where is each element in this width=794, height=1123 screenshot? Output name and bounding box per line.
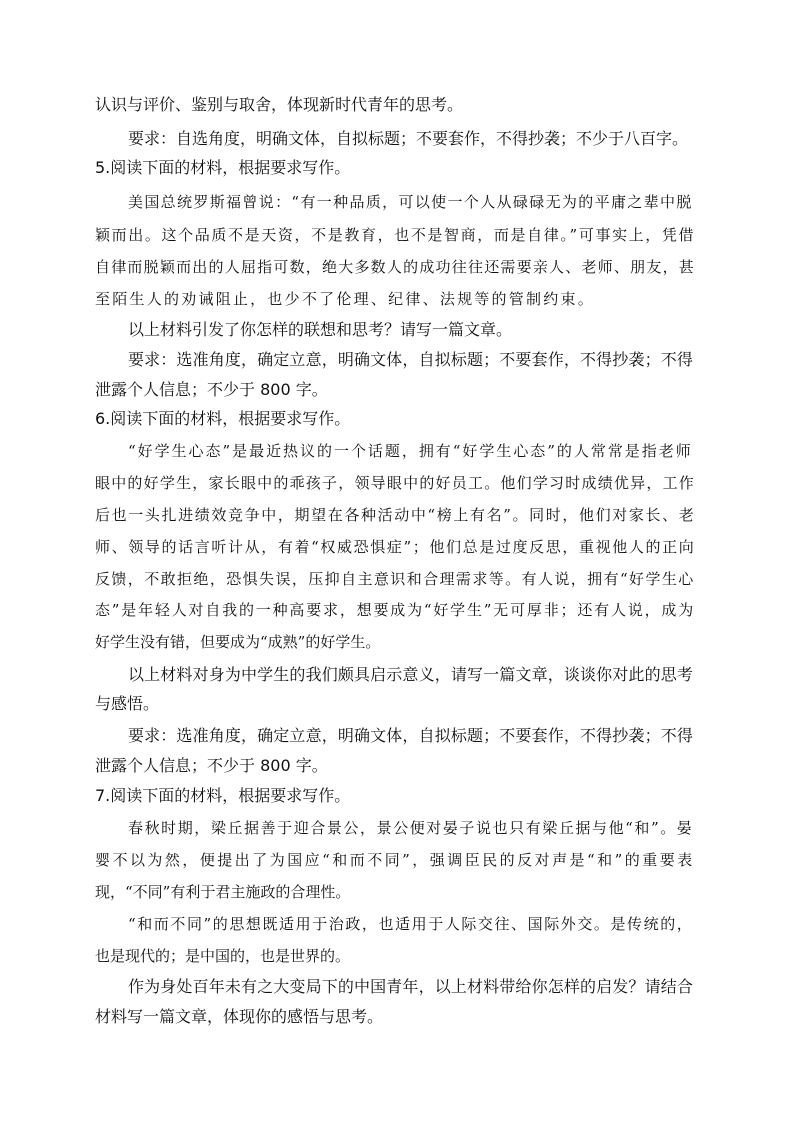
material-line: 自律而脱颖而出的人屈指可数，绝大多数人的成功往往还需要亲人、老师、朋友，甚 — [95, 258, 696, 276]
material-line: 至陌生人的劝诫阻止，也少不了伦理、纪律、法规等的管制约束。 — [95, 290, 596, 308]
material-line: 美国总统罗斯福曾说：“有一种品质，可以使一个人从碌碌无为的平庸之辈中脱 — [128, 193, 693, 211]
material-line: 现，“不同”有利于君主施政的合理性。 — [95, 883, 351, 901]
material-line: 反馈，不敢拒绝，恐惧失误，压抑自主意识和合理需求等。有人说，拥有“好学生心 — [95, 570, 695, 588]
material-line: 也是现代的；是中国的，也是世界的。 — [95, 947, 351, 965]
material-line: 春秋时期，梁丘据善于迎合景公，景公便对晏子说也只有梁丘据与他“和”。晏 — [128, 819, 694, 837]
question-heading: 7.阅读下面的材料，根据要求写作。 — [95, 786, 351, 805]
material-line: 眼中的好学生，家长眼中的乖孩子，领导眼中的好员工。他们学习时成绩优异，工作 — [95, 474, 696, 492]
material-line: “和而不同”的思想既适用于治政，也适用于人际交往、国际外交。是传统的， — [128, 915, 694, 933]
requirement-line: 泄露个人信息；不少于 800 字。 — [95, 756, 328, 775]
prompt-line: 材料写一篇文章，体现你的感悟与思考。 — [95, 1007, 384, 1026]
material-line: 好学生没有错，但要成为“成熟”的好学生。 — [95, 633, 381, 651]
prompt-line: 以上材料引发了你怎样的联想和思考？请写一篇文章。 — [128, 320, 513, 339]
prompt-line: 与感悟。 — [95, 694, 160, 713]
material-line: 婴不以为然，便提出了为国应“和而不同”，强调臣民的反对声是“和”的重要表 — [95, 851, 695, 869]
question-heading: 5.阅读下面的材料，根据要求写作。 — [95, 158, 351, 177]
requirement-line: 要求：自选角度，明确文体，自拟标题；不要套作，不得抄袭；不少于八百字。 — [128, 129, 689, 148]
material-line: “好学生心态”是最近热议的一个话题，拥有“好学生心态”的人常常是指老师 — [128, 442, 693, 460]
requirement-line: 要求：选准角度，确定立意，明确文体，自拟标题；不要套作，不得抄袭；不得 — [128, 350, 694, 369]
prompt-line: 作为身处百年未有之大变局下的中国青年，以上材料带给你怎样的启发？请结合 — [128, 977, 694, 996]
material-line: 师、领导的话言听计从，有着“权威恐惧症”；他们总是过度反思，重视他人的正向 — [95, 538, 696, 556]
prompt-line: 以上材料对身为中学生的我们颇具启示意义，请写一篇文章，谈谈你对此的思考 — [128, 665, 694, 684]
paragraph-line: 认识与评价、鉴别与取舍，体现新时代青年的思考。 — [95, 95, 464, 114]
material-line: 后也一头扎进绩效竞争中，期望在各种活动中“榜上有名”。同时，他们对家长、老 — [95, 506, 696, 524]
requirement-line: 泄露个人信息；不少于 800 字。 — [95, 380, 328, 399]
requirement-line: 要求：选准角度，确定立意，明确文体，自拟标题；不要套作，不得抄袭；不得 — [128, 726, 694, 745]
question-heading: 6.阅读下面的材料，根据要求写作。 — [95, 409, 351, 428]
material-line: 态”是年轻人对自我的一种高要求，想要成为“好学生”无可厚非；还有人说，成为 — [95, 601, 696, 619]
material-line: 颖而出。这个品质不是天资，不是教育，也不是智商，而是自律。”可事实上，凭借 — [95, 226, 696, 244]
